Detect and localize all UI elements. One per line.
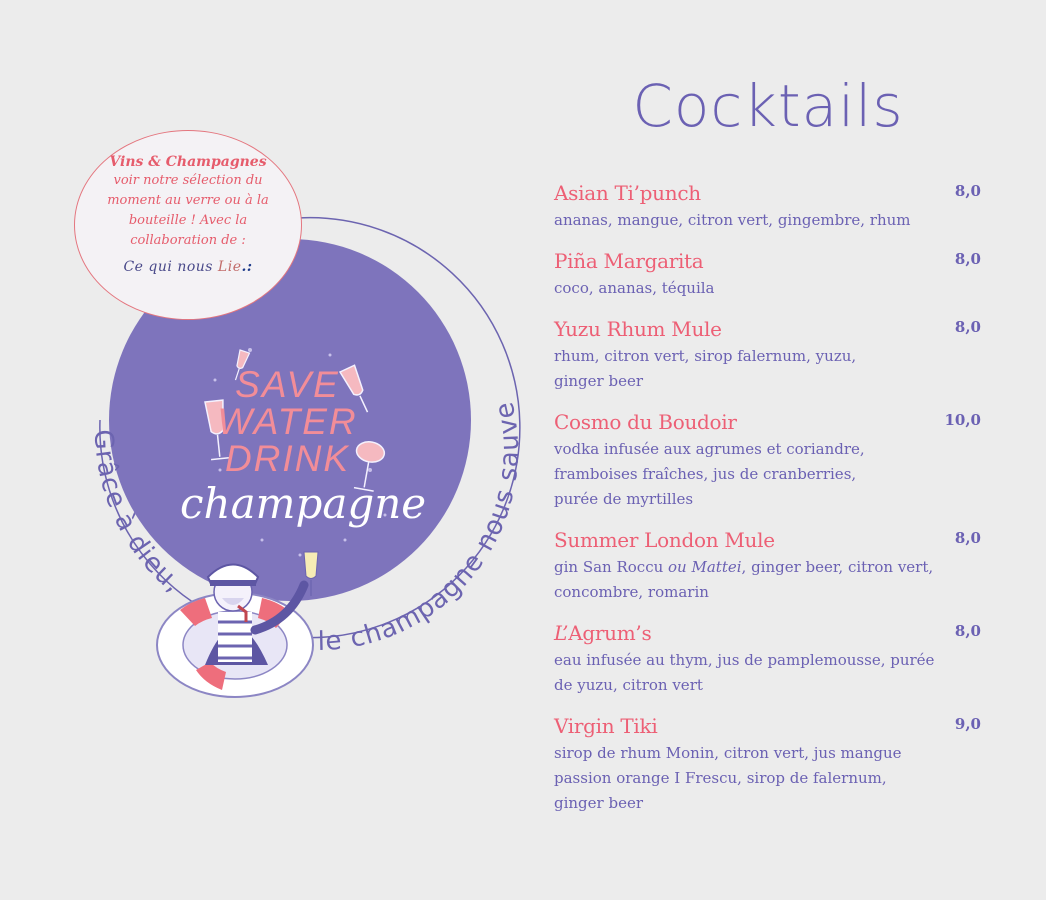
menu-item-name-italic: L’	[554, 621, 569, 645]
partner-logo	[75, 259, 301, 275]
slogan-line-2: WATER	[217, 401, 358, 442]
description-line: vodka infusée aux agrumes et coriandre,	[554, 440, 865, 458]
menu-item-price: 8,0	[954, 622, 981, 640]
description-line: coco, ananas, téquila	[554, 279, 715, 297]
description-line: purée de myrtilles	[554, 490, 694, 508]
page-title: Cocktails	[632, 72, 904, 140]
arc-text-right-path: le champagne nous sauve	[317, 398, 526, 658]
menu-item-price: 9,0	[954, 715, 981, 733]
description-line: ananas, mangue, citron vert, gingembre, rhum	[554, 211, 911, 229]
menu-item-description	[554, 344, 984, 394]
bubble-title: Vins & Champagnes	[109, 154, 267, 170]
menu-item-price: 10,0	[944, 411, 981, 429]
slogan	[180, 364, 427, 529]
menu-item-description	[554, 437, 984, 512]
menu-item-description	[554, 555, 984, 605]
slogan-line-1: SAVE	[235, 364, 340, 405]
menu-item-name: Asian Ti’punch	[554, 181, 701, 205]
description-line: eau infusée au thym, jus de pamplemousse, purée	[554, 651, 935, 669]
menu-item	[554, 525, 984, 605]
menu-item-price: 8,0	[954, 318, 981, 336]
menu-item	[554, 246, 984, 301]
description-line: framboises fraîches, jus de cranberries,	[554, 465, 857, 483]
menu-item-description	[554, 648, 984, 698]
slogan-script: champagne	[180, 479, 427, 528]
partner-logo-dots: .:	[241, 259, 253, 275]
description-line: concombre, romarin	[554, 583, 709, 601]
bubble-text: voir notre sélection du moment au verre ou à la bouteille ! Avec la collaboration de :	[107, 173, 269, 248]
menu-item-name: Summer London Mule	[554, 528, 775, 552]
partner-logo-part2: Lie	[217, 259, 242, 275]
menu-item-name: Cosmo du Boudoir	[554, 410, 737, 434]
menu-item-name: Piña Margarita	[554, 249, 704, 273]
partner-logo-part1: Ce qui nous	[123, 259, 218, 275]
menu-item-description	[554, 741, 984, 816]
menu-item-price: 8,0	[954, 529, 981, 547]
description-line	[554, 555, 984, 580]
menu-item-name: Virgin Tiki	[554, 714, 658, 738]
menu-item	[554, 711, 984, 816]
description-line: ginger beer	[554, 794, 644, 812]
menu-item	[554, 407, 984, 512]
description-segment: , ginger beer, citron vert,	[741, 558, 934, 576]
menu-item	[554, 178, 984, 233]
description-line: sirop de rhum Monin, citron vert, jus mangue	[554, 744, 902, 762]
description-segment: gin San Roccu	[554, 558, 669, 576]
menu-item	[554, 618, 984, 698]
menu-item-description	[554, 276, 984, 301]
menu-item-name-rest: Agrum’s	[568, 621, 652, 645]
description-line: ginger beer	[554, 372, 644, 390]
description-line: de yuzu, citron vert	[554, 676, 703, 694]
menu-item-price: 8,0	[954, 182, 981, 200]
description-line: rhum, citron vert, sirop falernum, yuzu,	[554, 347, 857, 365]
menu-item-description	[554, 208, 984, 233]
description-line: passion orange I Frescu, sirop de falernum,	[554, 769, 887, 787]
menu-item	[554, 314, 984, 394]
wine-champagne-bubble	[74, 130, 302, 320]
arc-text-left-path: Grâce à dieu,	[87, 428, 188, 599]
menu-item-name: Yuzu Rhum Mule	[554, 317, 722, 341]
cocktail-menu-list	[554, 178, 984, 829]
slogan-line-3: DRINK	[224, 438, 351, 479]
description-segment-italic: ou Mattei	[668, 558, 742, 576]
menu-item-name	[554, 621, 651, 645]
menu-item-price: 8,0	[954, 250, 981, 268]
